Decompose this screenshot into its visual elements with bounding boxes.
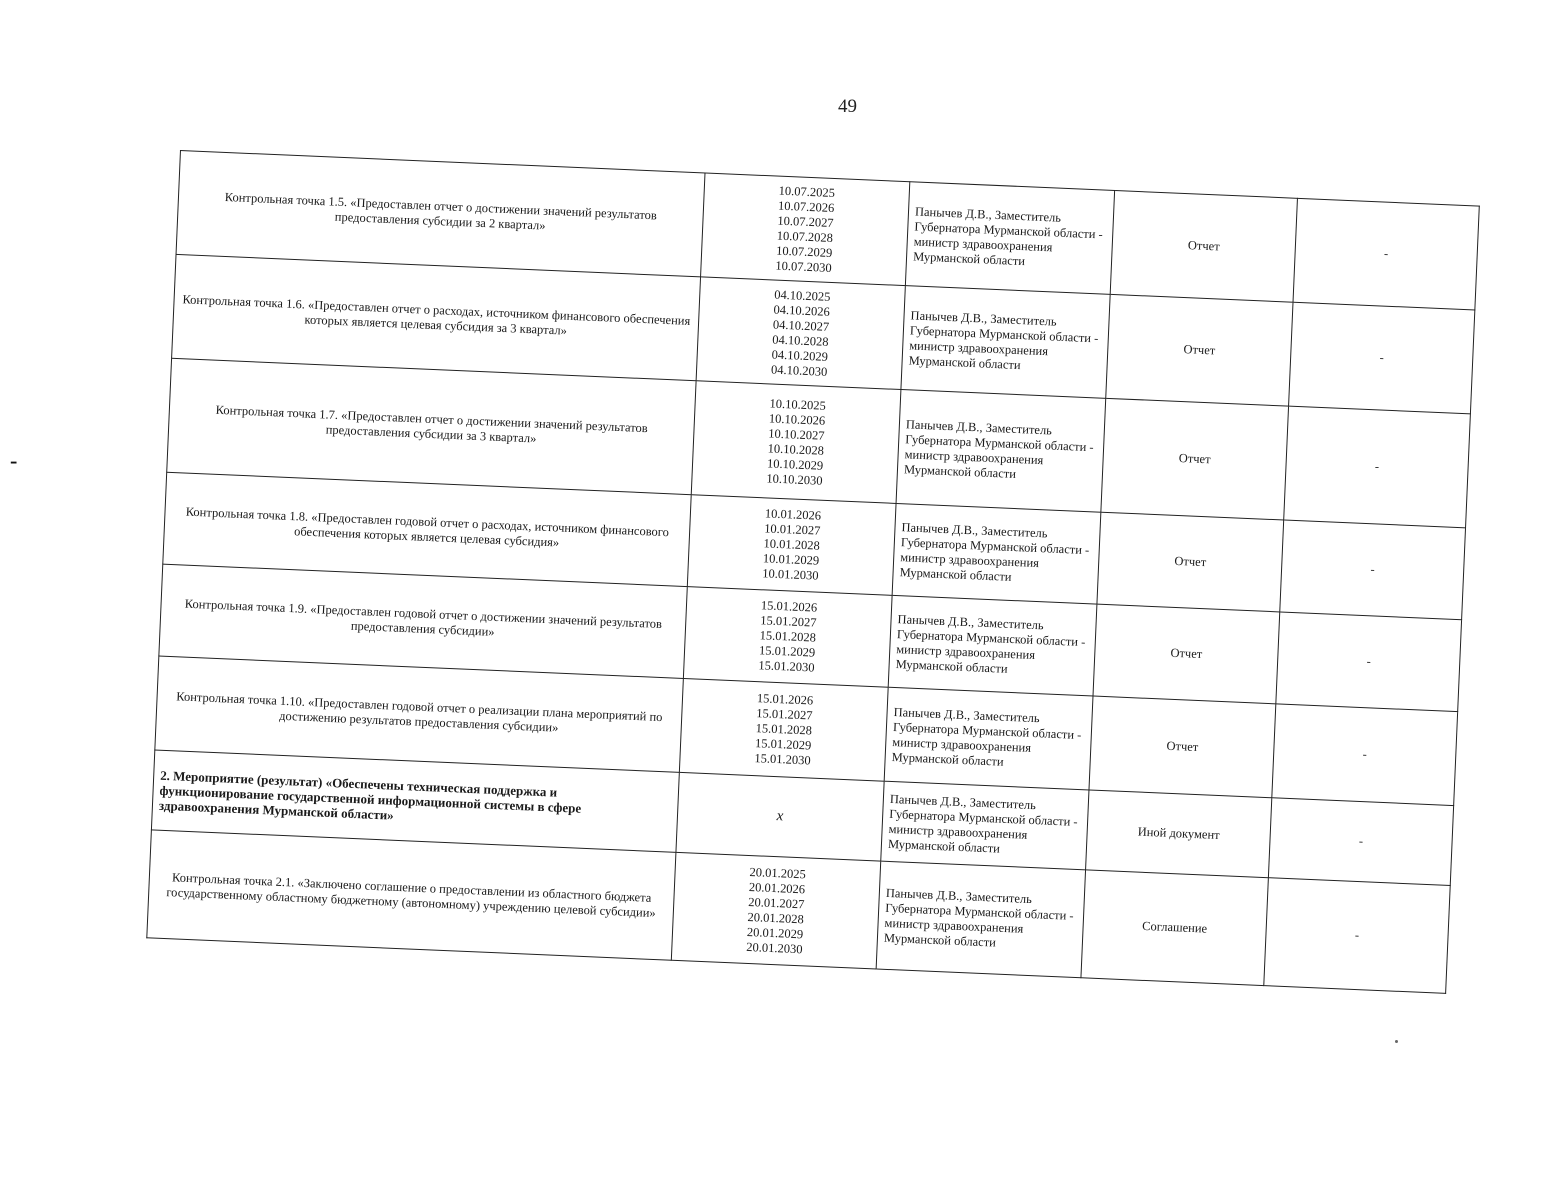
deadline-date: 10.10.2026	[768, 410, 826, 428]
deadline-date: 04.10.2028	[772, 332, 829, 349]
deadline-date: 15.01.2028	[755, 721, 813, 738]
deadline-date: 15.01.2027	[756, 706, 813, 723]
control-point-description: Контрольная точка 1.8. «Предоставлен годовой отчет о расходах, источником финансового обеспечения которых является целевая субсидия»	[163, 472, 691, 586]
deadline-date: 04.10.2027	[772, 317, 830, 334]
control-point-description: Контрольная точка 1.7. «Предоставлен отчет о достижении значений результатов предоставления субсидии за 3 квартал»	[167, 358, 696, 494]
deadline-dates	[691, 381, 901, 504]
deadline-dates	[683, 587, 892, 688]
note-cell: -	[1293, 198, 1479, 310]
deadline-dates	[687, 495, 896, 596]
deadline-dates	[696, 277, 905, 390]
note-cell: -	[1272, 704, 1458, 806]
deadline-not-applicable: x	[676, 772, 884, 861]
responsible-person: Панычев Д.В., Заместитель Губернатора Мурманской области - министр здравоохранения Мурманской области	[901, 286, 1110, 399]
deadline-date: 20.01.2028	[747, 909, 805, 926]
deadline-date: 20.01.2027	[747, 894, 805, 911]
responsible-person: Панычев Д.В., Заместитель Губернатора Мурманской области - министр здравоохранения Мурманской области	[884, 687, 1093, 790]
activity-description: 2. Мероприятие (результат) «Обеспечены техническая поддержка и функционирование государственной информационной системы в сфере здравоохранения Мурманской области»	[151, 750, 679, 852]
deadline-date: 10.07.2028	[776, 228, 834, 245]
responsible-person: Панычев Д.В., Заместитель Губернатора Мурманской области - министр здравоохранения Мурманской области	[905, 182, 1114, 295]
control-point-description: Контрольная точка 1.6. «Предоставлен отчет о расходах, источником финансового обеспечения которых является целевая субсидия за 3 квартал»	[172, 254, 701, 380]
document-type: Отчет	[1110, 190, 1297, 302]
deadline-date: 10.07.2025	[778, 183, 836, 200]
control-point-description: Контрольная точка 2.1. «Заключено соглашение о предоставлении из областного бюджета государственному областному бюджетному (автономному) учреждению целевой субсидии»	[147, 830, 676, 960]
note-cell: -	[1268, 798, 1453, 886]
deadline-dates	[671, 852, 880, 969]
deadline-date: 10.10.2025	[769, 395, 827, 413]
document-type: Отчет	[1106, 294, 1293, 406]
scan-speck	[1395, 1040, 1398, 1043]
deadline-date: 20.01.2026	[748, 879, 806, 896]
deadline-date: 10.10.2029	[766, 455, 824, 473]
deadline-date: 10.01.2030	[762, 566, 819, 583]
control-point-description: Контрольная точка 1.5. «Предоставлен отчет о достижении значений результатов предоставления субсидии за 2 квартал»	[176, 151, 705, 277]
document-type: Иной документ	[1086, 790, 1272, 878]
document-type: Отчет	[1093, 604, 1280, 704]
document-type: Отчет	[1089, 696, 1276, 798]
deadline-dates	[679, 679, 888, 782]
margin-mark: -	[10, 448, 18, 473]
deadline-date: 10.07.2030	[775, 258, 832, 275]
note-cell: -	[1276, 612, 1462, 712]
control-point-description: Контрольная точка 1.9. «Предоставлен годовой отчет о достижении значений результатов предоставления субсидии»	[159, 564, 687, 678]
deadline-date: 15.01.2026	[760, 598, 818, 615]
deadline-date: 10.01.2027	[763, 521, 821, 538]
deadline-date: 15.01.2027	[760, 613, 817, 630]
deadline-date: 10.01.2029	[762, 551, 820, 568]
deadline-date: 04.10.2026	[773, 302, 831, 319]
deadline-date: 20.01.2029	[746, 924, 804, 941]
deadline-date: 15.01.2028	[759, 628, 817, 645]
deadline-date: 10.10.2028	[767, 440, 825, 458]
deadline-date: 20.01.2030	[746, 939, 803, 956]
table-body	[147, 151, 1479, 994]
document-type: Соглашение	[1081, 870, 1268, 986]
deadline-date: 04.10.2029	[771, 346, 829, 364]
deadline-date: 10.01.2028	[763, 536, 821, 553]
deadline-dates	[701, 173, 910, 286]
responsible-person: Панычев Д.В., Заместитель Губернатора Мурманской области - министр здравоохранения Мурманской области	[881, 781, 1089, 870]
note-cell: -	[1284, 406, 1471, 528]
scanned-page	[146, 150, 1479, 994]
note-cell: -	[1264, 878, 1450, 994]
document-type: Отчет	[1097, 512, 1284, 612]
document-type: Отчет	[1101, 398, 1289, 520]
deadline-date: 10.10.2030	[766, 470, 823, 488]
deadline-date: 20.01.2025	[749, 864, 807, 881]
responsible-person: Панычев Д.В., Заместитель Губернатора Мурманской области - министр здравоохранения Мурманской области	[892, 503, 1101, 604]
note-cell: -	[1289, 302, 1475, 414]
responsible-person: Панычев Д.В., Заместитель Губернатора Мурманской области - министр здравоохранения Мурманской области	[888, 595, 1097, 696]
deadline-date: 10.07.2027	[777, 213, 834, 230]
deadline-date: 15.01.2026	[756, 691, 814, 708]
deadline-date: 10.07.2026	[777, 198, 835, 215]
responsible-person: Панычев Д.В., Заместитель Губернатора Мурманской области - министр здравоохранения Мурманской области	[896, 390, 1106, 513]
deadline-date: 15.01.2030	[754, 751, 811, 768]
control-point-description: Контрольная точка 1.10. «Предоставлен годовой отчет о реализации плана мероприятий по достижению результатов предоставления субсидии»	[155, 656, 684, 772]
deadline-date: 15.01.2030	[758, 658, 815, 675]
deadline-date: 04.10.2025	[773, 287, 831, 304]
note-cell: -	[1280, 520, 1466, 620]
deadline-date: 10.07.2029	[775, 243, 833, 260]
deadline-date: 10.10.2027	[768, 425, 825, 443]
deadline-date: 04.10.2030	[770, 361, 828, 379]
deadline-date: 15.01.2029	[758, 643, 816, 660]
deadline-date: 10.01.2026	[764, 506, 822, 523]
control-points-table	[146, 150, 1480, 994]
responsible-person: Панычев Д.В., Заместитель Губернатора Мурманской области - министр здравоохранения Мурманской области	[876, 861, 1085, 978]
page-number: 49	[838, 96, 857, 117]
deadline-date: 15.01.2029	[754, 736, 812, 753]
